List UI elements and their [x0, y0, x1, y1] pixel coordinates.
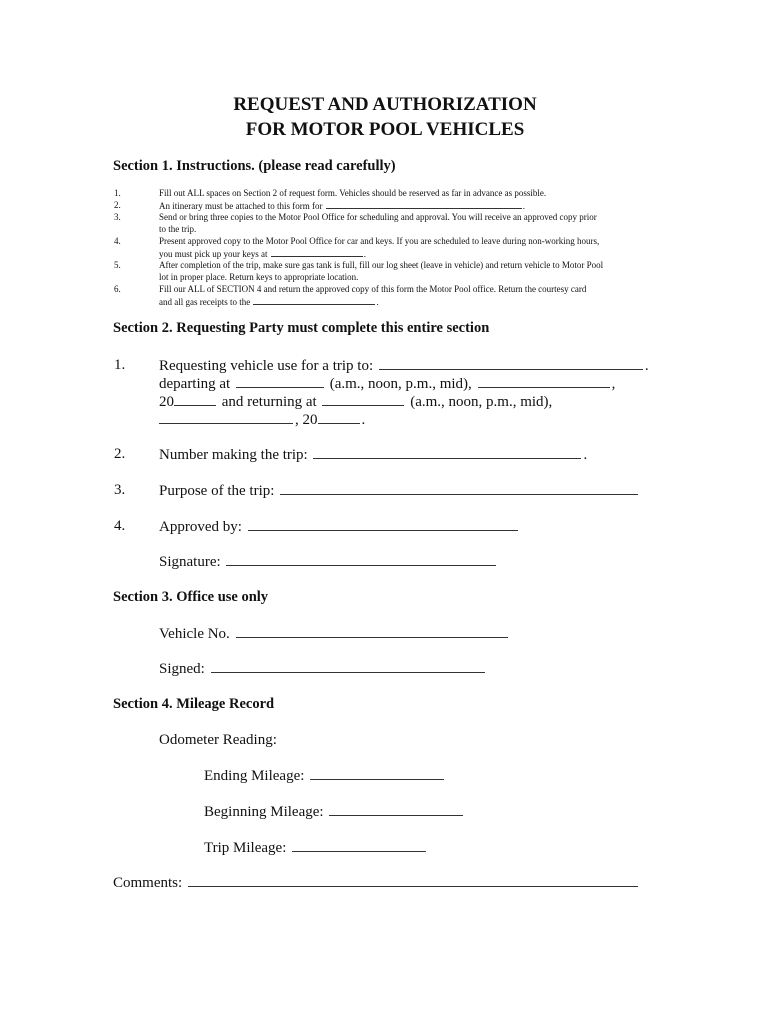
- trip-mileage-row: [204, 839, 428, 857]
- beginning-mileage-field[interactable]: [329, 803, 463, 816]
- section4-heading: Section 4. Mileage Record: [113, 696, 275, 712]
- instruction-text: lot in proper place. Return keys to appropriate location.: [159, 272, 359, 282]
- return-period-options: (a.m., noon, p.m., mid),: [410, 394, 553, 410]
- vehicle-number-row: [159, 625, 510, 643]
- departure-row: departing at (a.m., noon, p.m., mid), ,: [159, 376, 616, 392]
- departure-period-options: (a.m., noon, p.m., mid),: [329, 376, 472, 392]
- item-number: 4.: [114, 518, 126, 534]
- gas-receipts-recipient-blank[interactable]: [253, 296, 375, 305]
- approved-by-field[interactable]: [248, 518, 518, 531]
- departure-year-field[interactable]: [174, 393, 216, 406]
- trip-mileage-field[interactable]: [292, 839, 426, 852]
- trip-destination-label: Requesting vehicle use for a trip to:: [159, 358, 374, 374]
- office-signed-label: Signed:: [159, 661, 205, 677]
- number-travelers-label: Number making the trip:: [159, 447, 308, 463]
- trip-purpose-label: Purpose of the trip:: [159, 483, 275, 499]
- instruction-number: 2.: [114, 200, 121, 210]
- number-travelers-field[interactable]: [313, 446, 581, 459]
- instruction-text: to the trip.: [159, 224, 197, 234]
- section3-heading: Section 3. Office use only: [113, 589, 269, 605]
- instruction-number: 5.: [114, 260, 121, 270]
- beginning-mileage-label: Beginning Mileage:: [204, 804, 324, 820]
- office-signed-row: [159, 660, 487, 678]
- return-date-field[interactable]: [159, 411, 293, 424]
- departing-label: departing at: [159, 376, 231, 392]
- instruction-text: Fill out ALL spaces on Section 2 of request form. Vehicles should be reserved as far in advance as possible.: [159, 188, 547, 198]
- office-signed-field[interactable]: [211, 660, 485, 673]
- ending-mileage-row: [204, 767, 446, 785]
- trip-destination-row: Requesting vehicle use for a trip to: .: [159, 358, 649, 374]
- instruction-text: An itinerary must be attached to this form for: [159, 201, 323, 211]
- item-number: 2.: [114, 446, 126, 462]
- instruction-number: 3.: [114, 212, 121, 222]
- section2-heading: Section 2. Requesting Party must complete this entire section: [113, 320, 490, 336]
- instruction-text: After completion of the trip, make sure gas tank is full, fill our log sheet (leave in vehicle) and return vehicle to Motor Pool: [159, 260, 604, 270]
- trip-mileage-label: Trip Mileage:: [204, 840, 287, 856]
- returning-label: and returning at: [221, 394, 317, 410]
- instruction-text: you must pick up your keys at: [159, 249, 268, 259]
- return-year-prefix: , 20: [295, 412, 318, 428]
- signature-field[interactable]: [226, 553, 496, 566]
- signature-row: [159, 553, 498, 571]
- departure-date-field[interactable]: [478, 375, 610, 388]
- instruction-text: Present approved copy to the Motor Pool Office for car and keys. If you are scheduled to leave during non-working hours,: [159, 236, 600, 246]
- beginning-mileage-row: [204, 803, 465, 821]
- itinerary-destination-blank[interactable]: [326, 200, 522, 209]
- instruction-number: 1.: [114, 188, 121, 198]
- form-title-line2: FOR MOTOR POOL VEHICLES: [245, 119, 525, 140]
- odometer-reading-label: Odometer Reading:: [159, 732, 277, 748]
- instruction-text: Send or bring three copies to the Motor Pool Office for scheduling and approval. You will receive an approved copy prior: [159, 212, 597, 222]
- form-title-line1: REQUEST AND AUTHORIZATION: [233, 94, 537, 115]
- signature-label: Signature:: [159, 554, 221, 570]
- instruction-number: 6.: [114, 284, 121, 294]
- trip-purpose-row: [159, 482, 640, 500]
- item-number: 1.: [114, 357, 126, 373]
- comments-label: Comments:: [113, 875, 183, 891]
- trip-purpose-field[interactable]: [280, 482, 638, 495]
- vehicle-number-label: Vehicle No.: [159, 626, 230, 642]
- return-date-row: , 20 .: [159, 411, 365, 429]
- return-row: [159, 393, 552, 411]
- instruction-number: 4.: [114, 236, 121, 246]
- number-travelers-row: Number making the trip: .: [159, 447, 588, 463]
- instruction-text: and all gas receipts to the: [159, 297, 251, 307]
- instruction-text: Fill our ALL of SECTION 4 and return the approved copy of this form the Motor Pool office. Return the courtesy card: [159, 284, 587, 294]
- approved-by-label: Approved by:: [159, 519, 242, 535]
- approved-by-row: [159, 518, 520, 536]
- vehicle-number-field[interactable]: [236, 625, 508, 638]
- return-time-field[interactable]: [322, 393, 404, 406]
- instruction-item: and all gas receipts to the .: [159, 297, 379, 307]
- ending-mileage-label: Ending Mileage:: [204, 768, 305, 784]
- key-pickup-location-blank[interactable]: [271, 248, 363, 257]
- section1-heading: Section 1. Instructions. (please read carefully): [113, 158, 396, 174]
- return-year-field[interactable]: [318, 411, 360, 424]
- trip-destination-field[interactable]: [379, 357, 643, 370]
- comments-field[interactable]: [188, 874, 638, 887]
- comments-row: [113, 874, 640, 892]
- instruction-item: An itinerary must be attached to this form for .: [159, 201, 525, 211]
- item-number: 3.: [114, 482, 126, 498]
- departure-time-field[interactable]: [236, 375, 324, 388]
- departure-year-prefix: 20: [159, 394, 174, 410]
- ending-mileage-field[interactable]: [310, 767, 444, 780]
- instruction-item: you must pick up your keys at .: [159, 249, 366, 259]
